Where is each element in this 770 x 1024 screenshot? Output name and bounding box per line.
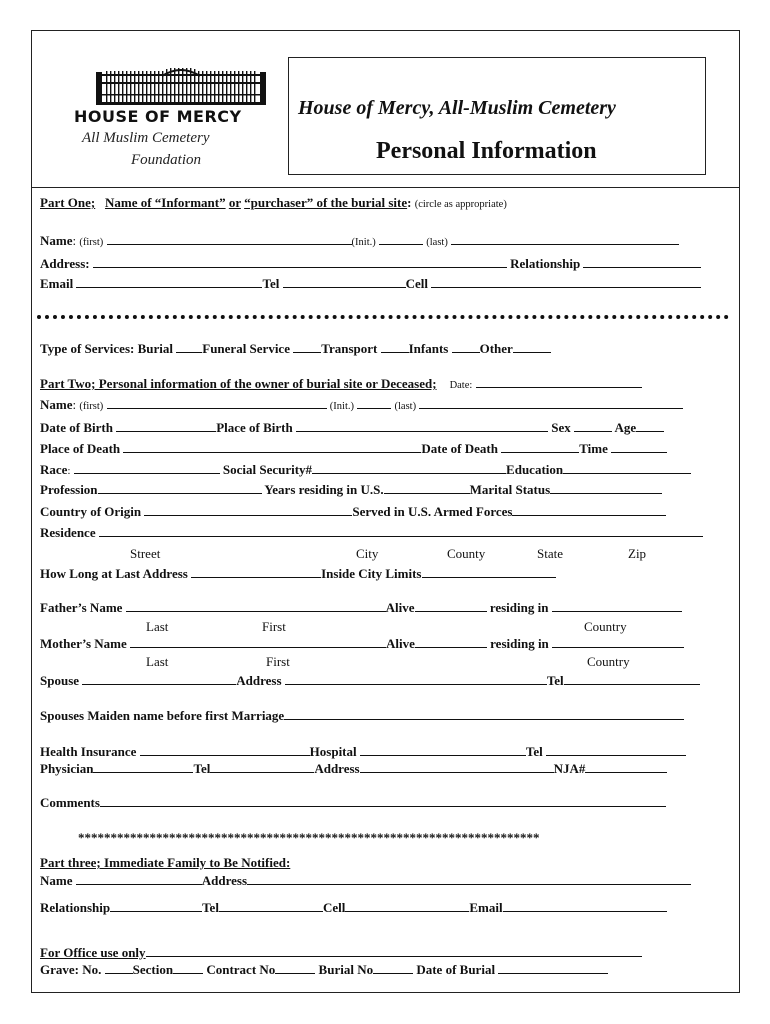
part-one-colon: : <box>407 195 412 210</box>
state-caption: State <box>537 546 563 561</box>
pod-label: Place of Death <box>40 441 121 456</box>
father-last-caption: Last <box>146 619 169 634</box>
spouse-row <box>40 673 700 689</box>
deceased-init-field[interactable] <box>357 397 391 409</box>
profession-field[interactable] <box>98 482 262 494</box>
contract-field[interactable] <box>275 962 315 974</box>
informant-cell-field[interactable] <box>431 276 701 288</box>
dod-field[interactable] <box>501 441 579 453</box>
informant-last-field[interactable] <box>451 233 679 245</box>
date-burial-label: Date of Burial <box>416 962 496 977</box>
health-insurance-label: Health Insurance <box>40 744 137 759</box>
informant-address-row <box>40 256 701 272</box>
logo-name: HOUSE OF MERCY <box>74 107 242 126</box>
profession-label: Profession <box>40 482 98 497</box>
comments-field[interactable] <box>100 795 666 807</box>
age-label: Age <box>614 420 637 435</box>
mother-label: Mother’s Name <box>40 636 127 651</box>
father-country-caption: Country <box>584 619 627 634</box>
country-origin-label: Country of Origin <box>40 504 142 519</box>
birth-row <box>40 420 664 436</box>
informant-name-row <box>40 233 679 251</box>
nja-field[interactable] <box>585 761 667 773</box>
pob-label: Place of Birth <box>216 420 293 435</box>
education-label: Education <box>506 462 564 477</box>
informant-tel-field[interactable] <box>283 276 406 288</box>
time-label: Time <box>579 441 608 456</box>
mother-row <box>40 636 684 652</box>
grave-label: Grave: No. <box>40 962 102 977</box>
years-us-label: Years residing in U.S. <box>264 482 384 497</box>
sex-label: Sex <box>551 420 571 435</box>
maiden-row <box>40 708 684 724</box>
father-residing-field[interactable] <box>552 600 682 612</box>
burial-no-label: Burial No <box>318 962 374 977</box>
spouse-tel-field[interactable] <box>564 673 700 685</box>
services-row <box>40 341 551 357</box>
county-caption: County <box>447 546 486 561</box>
office-row <box>40 962 608 978</box>
deceased-name-label: Name <box>40 397 73 412</box>
physician-row <box>40 761 667 777</box>
residence-field[interactable] <box>99 525 703 537</box>
email-label: Email <box>40 276 74 291</box>
infants-label: Infants <box>408 341 449 356</box>
family-address-label: Address <box>201 873 248 888</box>
hospital-tel-field[interactable] <box>546 744 686 756</box>
infants-field[interactable] <box>452 341 480 353</box>
race-field[interactable] <box>74 462 220 474</box>
dod-label: Date of Death <box>421 441 498 456</box>
logo-subtitle-line1: All Muslim Cemetery <box>82 130 210 146</box>
part-two-heading: Part Two; Personal information of the owner of burial site or Deceased; <box>40 376 437 391</box>
family-email-label: Email <box>469 900 503 915</box>
dob-label: Date of Birth <box>40 420 113 435</box>
grave-field[interactable] <box>105 962 133 974</box>
spouse-tel-label: Tel <box>546 673 564 688</box>
profession-row <box>40 482 662 498</box>
mother-residing-label: residing in <box>490 636 549 651</box>
transport-field[interactable] <box>381 341 409 353</box>
insurance-row <box>40 744 686 760</box>
father-first-caption: First <box>262 619 286 634</box>
logo-subtitle-line2: Foundation <box>131 152 201 168</box>
pob-field[interactable] <box>296 420 548 432</box>
hospital-field[interactable] <box>360 744 526 756</box>
family-name-field[interactable] <box>76 873 202 885</box>
physician-tel-field[interactable] <box>210 761 314 773</box>
sex-field[interactable] <box>574 420 612 432</box>
mother-residing-field[interactable] <box>552 636 684 648</box>
inside-city-field[interactable] <box>422 566 556 578</box>
family-name-label: Name <box>40 873 73 888</box>
family-relationship-label: Relationship <box>40 900 111 915</box>
years-us-field[interactable] <box>384 482 470 494</box>
comments-label: Comments <box>40 795 100 810</box>
hospital-label: Hospital <box>309 744 357 759</box>
deceased-name-row <box>40 397 683 415</box>
section-field[interactable] <box>173 962 203 974</box>
office-heading-row <box>40 945 642 961</box>
armed-forces-field[interactable] <box>512 504 666 516</box>
race-row <box>40 462 691 480</box>
father-label: Father’s Name <box>40 600 123 615</box>
mother-alive-label: Alive <box>386 636 415 651</box>
city-caption: City <box>356 546 379 561</box>
race-label: Race <box>40 462 68 477</box>
part-one-label: Part One; <box>40 195 96 210</box>
relationship-label: Relationship <box>510 256 581 271</box>
marital-field[interactable] <box>550 482 662 494</box>
family-contact-row <box>40 900 667 916</box>
pod-field[interactable] <box>123 441 421 453</box>
deceased-init-label: (Init.) <box>329 401 354 412</box>
family-address-field[interactable] <box>247 873 691 885</box>
part-one-purchaser: “purchaser” of the burial site <box>244 195 408 210</box>
dotted-separator <box>37 315 729 319</box>
father-residing-label: residing in <box>489 600 549 615</box>
family-cell-field[interactable] <box>345 900 469 912</box>
contract-label: Contract No <box>206 962 276 977</box>
part-one-note: (circle as appropriate) <box>414 199 507 210</box>
mother-last-caption: Last <box>146 654 169 669</box>
spouse-name-field[interactable] <box>82 673 236 685</box>
physician-address-field[interactable] <box>360 761 554 773</box>
last-label: (last) <box>426 237 448 248</box>
physician-address-label: Address <box>314 761 360 776</box>
last-address-row <box>40 566 556 582</box>
part-one-heading <box>40 195 507 213</box>
spouse-address-field[interactable] <box>285 673 547 685</box>
other-field[interactable] <box>513 341 551 353</box>
services-label: Type of Services: Burial <box>40 341 173 356</box>
inside-city-label: Inside City Limits <box>321 566 422 581</box>
ssn-label: Social Security# <box>222 462 313 477</box>
death-row <box>40 441 667 457</box>
first-label: (first) <box>79 237 104 248</box>
tel-label: Tel <box>262 276 280 291</box>
part-three-heading: Part three; Immediate Family to Be Notified: <box>40 855 291 870</box>
maiden-field[interactable] <box>284 708 684 720</box>
residence-label: Residence <box>40 525 96 540</box>
father-alive-field[interactable] <box>415 600 487 612</box>
informant-relationship-field[interactable] <box>583 256 701 268</box>
page-title: House of Mercy, All-Muslim Cemetery <box>298 97 616 119</box>
father-row <box>40 600 682 616</box>
physician-field[interactable] <box>93 761 193 773</box>
health-insurance-field[interactable] <box>140 744 310 756</box>
mother-alive-field[interactable] <box>415 636 487 648</box>
init-label: (Init.) <box>351 237 376 248</box>
transport-label: Transport <box>321 341 378 356</box>
family-cell-label: Cell <box>322 900 346 915</box>
how-long-label: How Long at Last Address <box>40 566 188 581</box>
informant-init-field[interactable] <box>379 233 423 245</box>
time-field[interactable] <box>611 441 667 453</box>
dob-field[interactable] <box>116 420 216 432</box>
deceased-first-field[interactable] <box>107 397 327 409</box>
how-long-field[interactable] <box>191 566 321 578</box>
informant-contact-row <box>40 276 701 292</box>
physician-label: Physician <box>40 761 94 776</box>
star-separator: *********************************************************************** <box>78 830 540 845</box>
father-alive-label: Alive <box>385 600 415 615</box>
zip-caption: Zip <box>628 546 647 561</box>
office-heading: For Office use only <box>40 945 146 960</box>
family-email-field[interactable] <box>503 900 667 912</box>
informant-address-field[interactable] <box>93 256 507 268</box>
marital-label: Marital Status <box>469 482 551 497</box>
spouse-label: Spouse <box>40 673 80 688</box>
cemetery-gate-logo-icon <box>96 68 266 106</box>
address-label: Address: <box>40 256 90 271</box>
country-origin-field[interactable] <box>144 504 352 516</box>
family-tel-field[interactable] <box>219 900 323 912</box>
name-colon: : <box>72 233 77 248</box>
mother-name-field[interactable] <box>130 636 386 648</box>
street-caption: Street <box>130 546 161 561</box>
part-one-informant: Name of “Informant” <box>104 195 226 210</box>
nja-label: NJA# <box>553 761 586 776</box>
deceased-first-label: (first) <box>79 401 104 412</box>
comments-row <box>40 795 666 811</box>
office-heading-line <box>146 945 642 957</box>
part-two-heading-row <box>40 376 642 394</box>
date-burial-field[interactable] <box>498 962 608 974</box>
name-label: Name <box>40 233 73 248</box>
mother-first-caption: First <box>266 654 290 669</box>
burial-no-field[interactable] <box>373 962 413 974</box>
date-label: Date: <box>449 380 473 391</box>
header-divider <box>31 187 740 188</box>
other-label: Other <box>479 341 513 356</box>
family-relationship-field[interactable] <box>110 900 202 912</box>
cell-label: Cell <box>405 276 428 291</box>
physician-tel-label: Tel <box>193 761 211 776</box>
deceased-last-field[interactable] <box>419 397 683 409</box>
mother-country-caption: Country <box>587 654 630 669</box>
family-name-row <box>40 873 691 889</box>
residence-row <box>40 525 703 541</box>
maiden-label: Spouses Maiden name before first Marriage <box>40 708 285 723</box>
spouse-address-label: Address <box>236 673 282 688</box>
form-title: Personal Information <box>376 138 597 164</box>
section-label: Section <box>132 962 174 977</box>
father-name-field[interactable] <box>126 600 386 612</box>
family-tel-label: Tel <box>202 900 219 915</box>
origin-row <box>40 504 666 520</box>
race-colon: : <box>67 466 71 477</box>
ssn-field[interactable] <box>312 462 506 474</box>
armed-forces-label: Served in U.S. Armed Forces <box>352 504 513 519</box>
deceased-name-colon: : <box>72 397 77 412</box>
date-field[interactable] <box>476 376 642 388</box>
hospital-tel-label: Tel <box>525 744 543 759</box>
deceased-last-label: (last) <box>394 401 417 412</box>
informant-email-field[interactable] <box>76 276 262 288</box>
burial-field[interactable] <box>176 341 202 353</box>
age-field[interactable] <box>636 420 664 432</box>
funeral-service-label: Funeral Service <box>202 341 290 356</box>
funeral-field[interactable] <box>293 341 321 353</box>
part-one-or: or <box>228 195 241 210</box>
informant-first-field[interactable] <box>107 233 352 245</box>
education-field[interactable] <box>563 462 691 474</box>
